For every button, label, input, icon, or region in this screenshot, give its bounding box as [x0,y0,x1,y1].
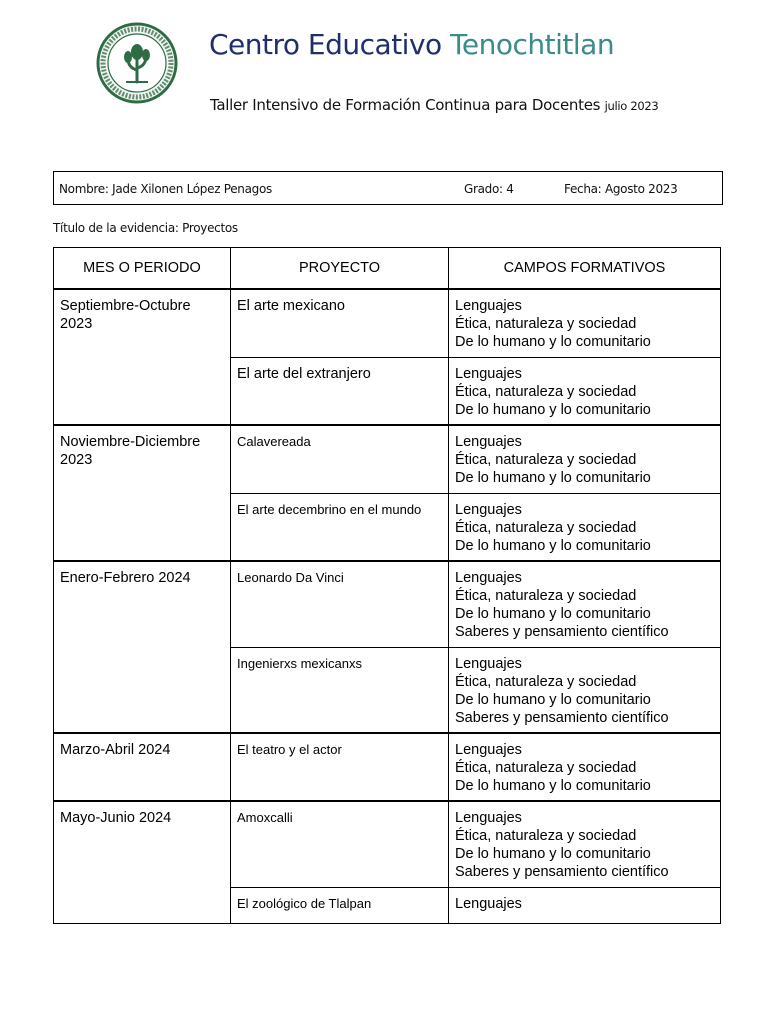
campo-item: Lenguajes [455,434,522,450]
workshop-title: Taller Intensivo de Formación Continua para Docentes [210,96,601,114]
campos-cell [449,887,721,923]
campos-cell [449,493,721,561]
header-campos: CAMPOS FORMATIVOS [449,248,721,290]
campos-cell [449,801,721,887]
school-name-part2: Tenochtitlan [450,28,615,61]
campo-item: Lenguajes [455,810,522,826]
grade: Grado: 4 [464,182,514,196]
table-row [54,289,721,357]
campos-cell [449,289,721,357]
campo-item: Ética, naturaleza y sociedad [455,588,637,604]
projects-table [53,247,721,924]
workshop-subtitle [210,96,658,114]
proyecto-cell: El arte decembrino en el mundo [231,493,449,561]
campo-item: De lo humano y lo comunitario [455,606,651,622]
school-seal-logo [96,22,178,104]
campo-item: Ética, naturaleza y sociedad [455,519,637,536]
table-header-row [54,248,721,290]
evidence-title: Título de la evidencia: Proyectos [53,221,238,235]
proyecto-cell: Calavereada [231,425,449,493]
campo-item: De lo humano y lo comunitario [455,691,651,708]
table-row [54,801,721,887]
campo-item: Saberes y pensamiento científico [455,864,669,880]
campo-item: De lo humano y lo comunitario [455,470,651,486]
campo-item: Ética, naturaleza y sociedad [455,760,637,776]
campo-item: Saberes y pensamiento científico [455,624,669,640]
campo-item: Ética, naturaleza y sociedad [455,383,637,400]
proyecto-cell: El zoológico de Tlalpan [231,887,449,923]
proyecto-cell: El teatro y el actor [231,733,449,801]
proyecto-cell: Leonardo Da Vinci [231,561,449,647]
periodo-cell: Mayo-Junio 2024 [54,801,231,923]
campo-item: De lo humano y lo comunitario [455,846,651,862]
periodo-cell: Enero-Febrero 2024 [54,561,231,733]
campo-item: Lenguajes [455,895,522,912]
proyecto-cell: Ingenierxs mexicanxs [231,647,449,733]
date: Fecha: Agosto 2023 [564,182,678,196]
campo-item: Lenguajes [455,655,522,672]
campo-item: Lenguajes [455,298,522,314]
workshop-date: julio 2023 [604,99,659,113]
periodo-cell: Noviembre-Diciembre 2023 [54,425,231,561]
campos-cell [449,425,721,493]
campo-item: Lenguajes [455,501,522,518]
school-name [209,28,614,61]
campos-cell [449,357,721,425]
campos-cell [449,561,721,647]
campo-item: Ética, naturaleza y sociedad [455,452,637,468]
proyecto-cell: El arte mexicano [231,289,449,357]
header-periodo: MES O PERIODO [54,248,231,290]
campo-item: Lenguajes [455,570,522,586]
campo-item: De lo humano y lo comunitario [455,537,651,554]
table-row [54,733,721,801]
proyecto-cell: El arte del extranjero [231,357,449,425]
campos-cell [449,733,721,801]
table-row [54,561,721,647]
campo-item: De lo humano y lo comunitario [455,401,651,418]
info-box [53,171,723,205]
campo-item: Ética, naturaleza y sociedad [455,828,637,844]
periodo-cell: Marzo-Abril 2024 [54,733,231,801]
campo-item: Saberes y pensamiento científico [455,709,669,726]
campo-item: Lenguajes [455,365,522,382]
campos-cell [449,647,721,733]
campo-item: Ética, naturaleza y sociedad [455,316,637,332]
proyecto-cell: Amoxcalli [231,801,449,887]
campo-item: Lenguajes [455,742,522,758]
campo-item: Ética, naturaleza y sociedad [455,673,637,690]
table-row [54,425,721,493]
school-name-part1: Centro Educativo [209,28,442,61]
header-proyecto: PROYECTO [231,248,449,290]
campo-item: De lo humano y lo comunitario [455,778,651,794]
campo-item: De lo humano y lo comunitario [455,334,651,350]
teacher-name: Nombre: Jade Xilonen López Penagos [59,182,272,196]
periodo-cell: Septiembre-Octubre 2023 [54,289,231,425]
